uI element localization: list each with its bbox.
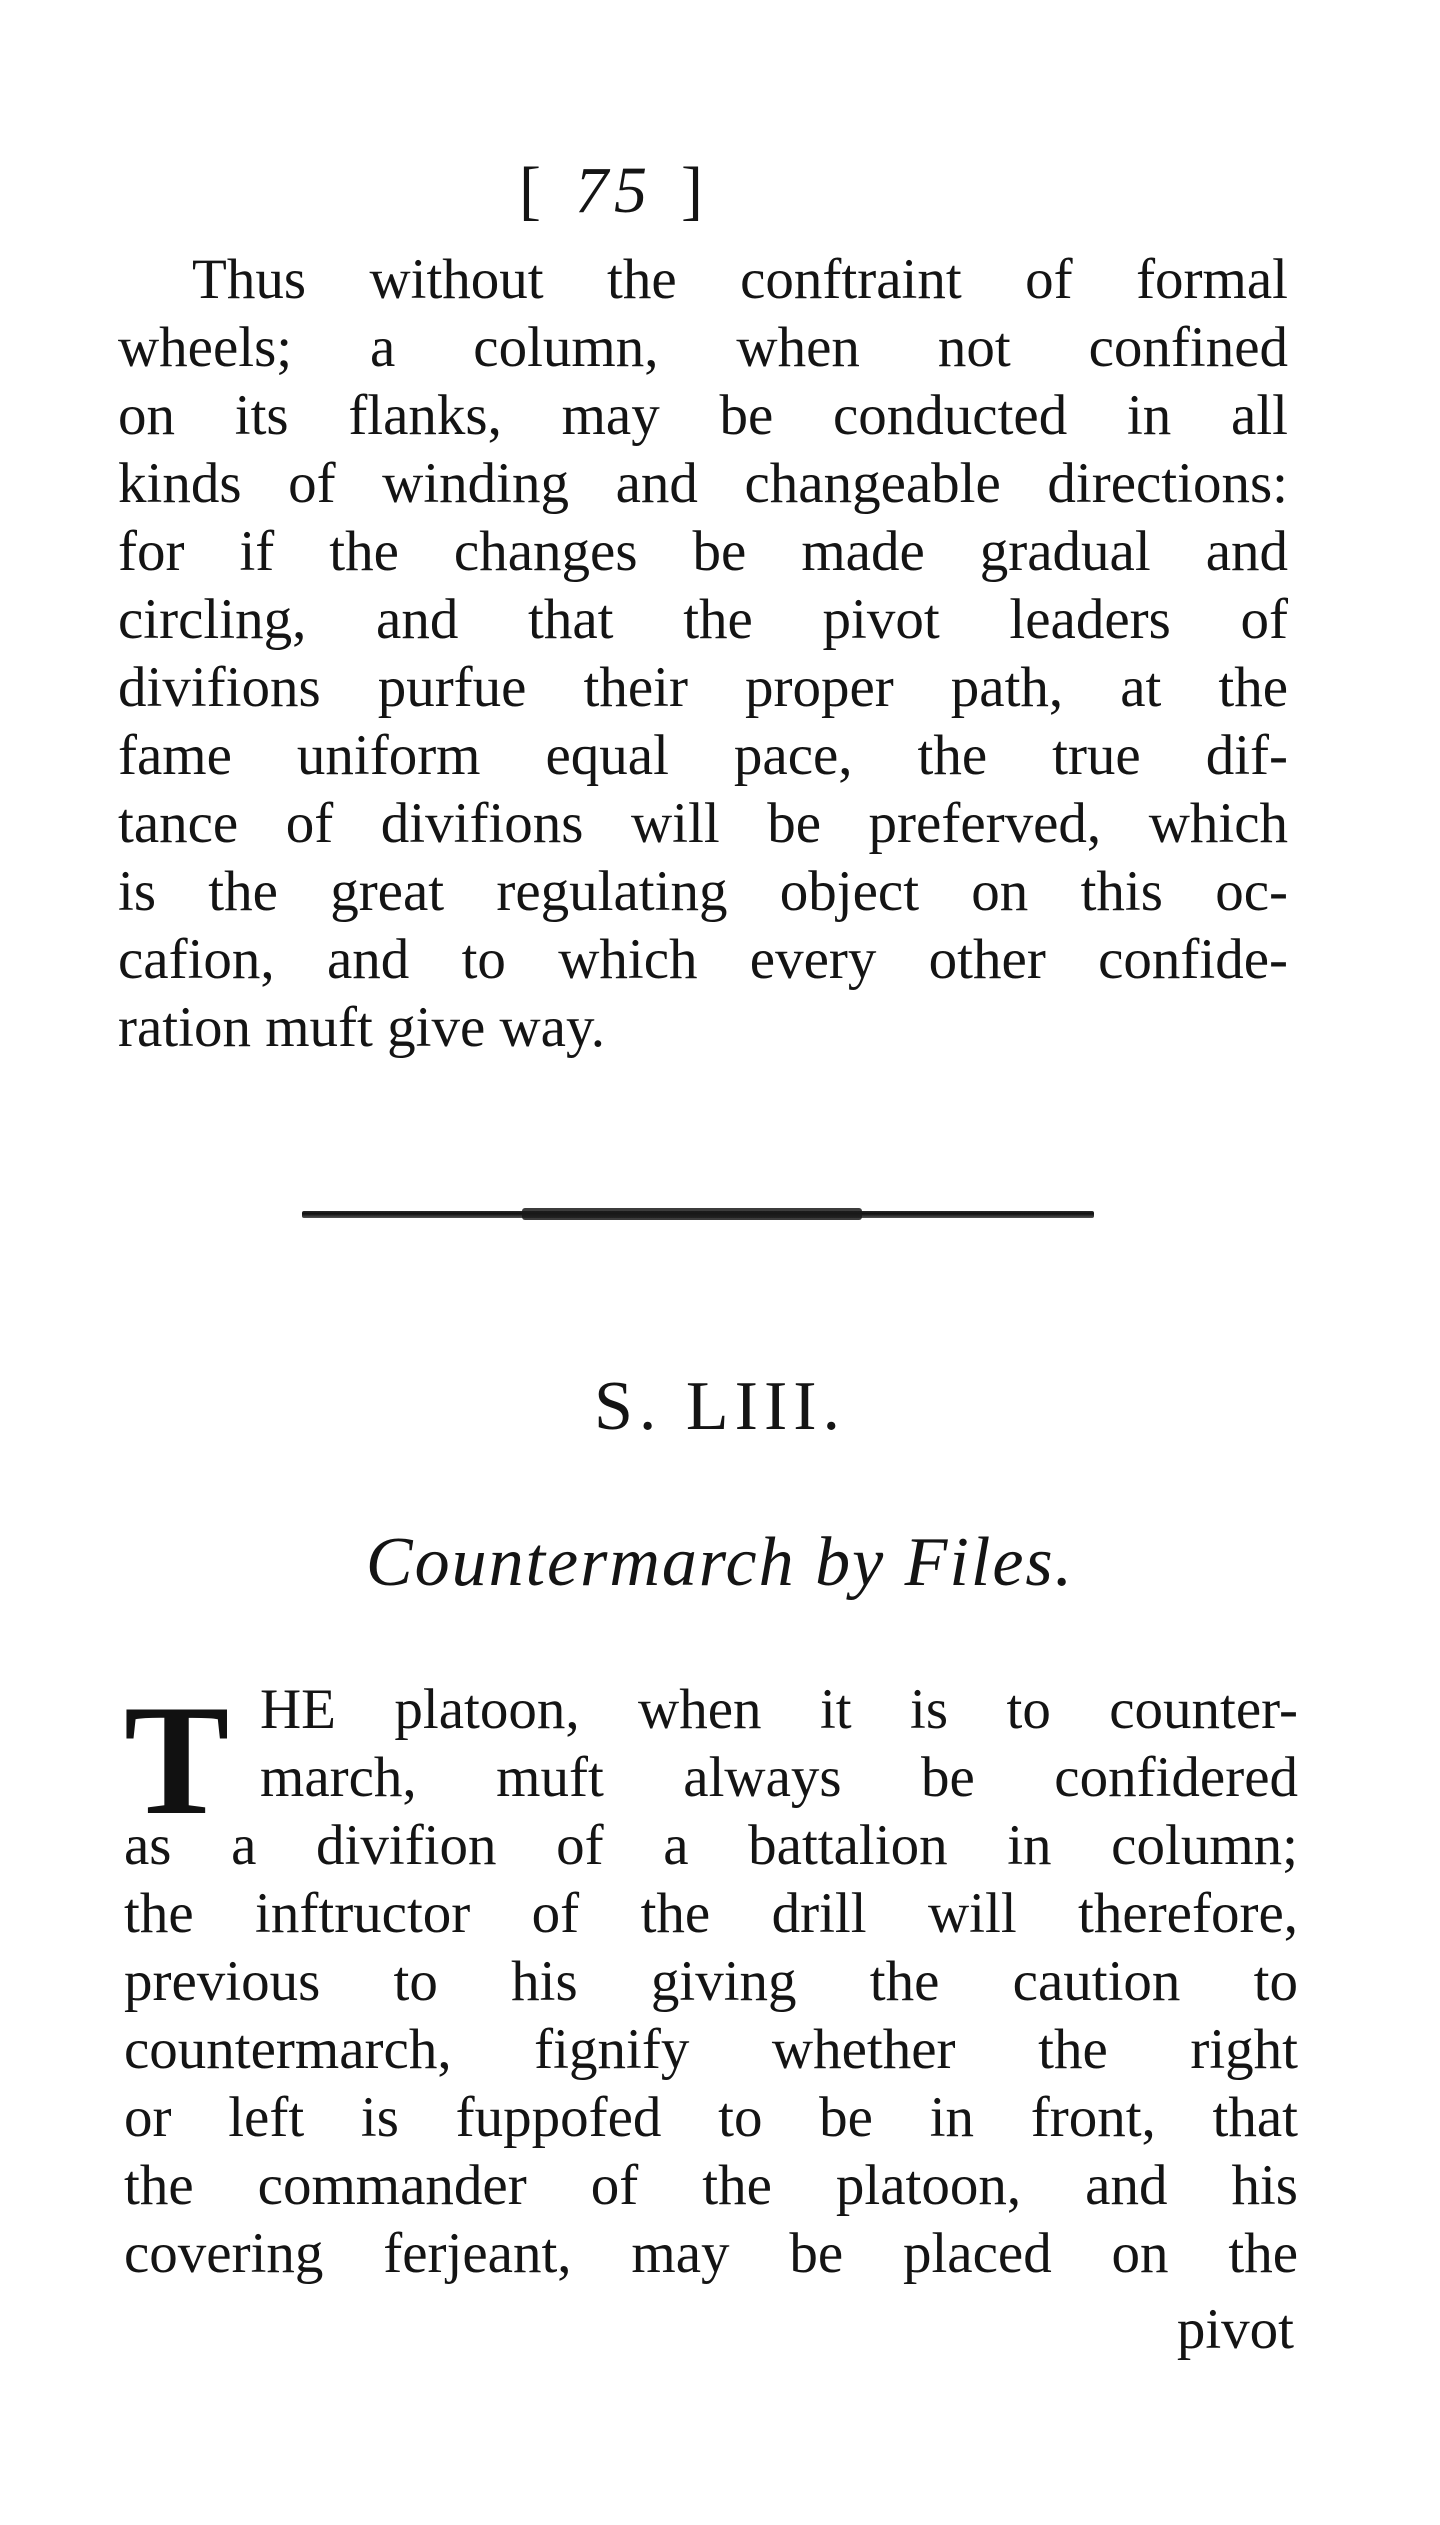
- paragraph-2: [124, 1673, 1298, 2288]
- paragraph-line: march, muft always be confidered: [260, 1746, 1298, 1809]
- paragraph-line: HE platoon, when it is to counter-: [260, 1678, 1298, 1741]
- paragraph-line: kinds of winding and changeable directions:: [118, 452, 1288, 515]
- paragraph-line: on its flanks, may be conducted in all: [118, 384, 1288, 447]
- page-number-header: [0, 154, 1228, 227]
- page-number-close-bracket: ]: [681, 154, 709, 227]
- paragraph-line: previous to his giving the caution to: [124, 1950, 1298, 2013]
- paragraph-line: cafion, and to which every other confide-: [118, 928, 1288, 991]
- paragraph-line: countermarch, fignify whether the right: [124, 2018, 1298, 2081]
- paragraph-line: covering ferjeant, may be placed on the: [124, 2222, 1298, 2285]
- paragraph-line: divifions purfue their proper path, at the: [118, 656, 1288, 719]
- paragraph-line: Thus without the conftraint of formal: [192, 248, 1288, 311]
- paragraph-line: the inftructor of the drill will therefore,: [124, 1882, 1298, 1945]
- paragraph-line: or left is fuppofed to be in front, that: [124, 2086, 1298, 2149]
- paragraph-line: ration muft give way.: [118, 996, 606, 1059]
- page-number-open-bracket: [: [519, 154, 547, 227]
- page-number: 75: [575, 154, 653, 227]
- section-divider-rule: [302, 1211, 1094, 1218]
- section-heading: S. LIII.: [593, 1368, 847, 1445]
- paragraph-line: wheels; a column, when not confined: [118, 316, 1288, 379]
- paragraph-line: circling, and that the pivot leaders of: [118, 588, 1288, 651]
- paragraph-line: the commander of the platoon, and his: [124, 2154, 1298, 2217]
- paragraph-line: is the great regulating object on this oc-: [118, 860, 1288, 923]
- catchword: pivot: [1176, 2298, 1294, 2361]
- paragraph-line: fame uniform equal pace, the true dif-: [118, 724, 1288, 787]
- paragraph-line: tance of divifions will be preferved, which: [118, 792, 1288, 855]
- paragraph-line: as a divifion of a battalion in column;: [124, 1814, 1298, 1877]
- paragraph-line: for if the changes be made gradual and: [118, 520, 1288, 583]
- paragraph-1: [118, 246, 1288, 1062]
- section-title: Countermarch by Files.: [365, 1524, 1075, 1601]
- drop-cap: T: [124, 1673, 230, 1848]
